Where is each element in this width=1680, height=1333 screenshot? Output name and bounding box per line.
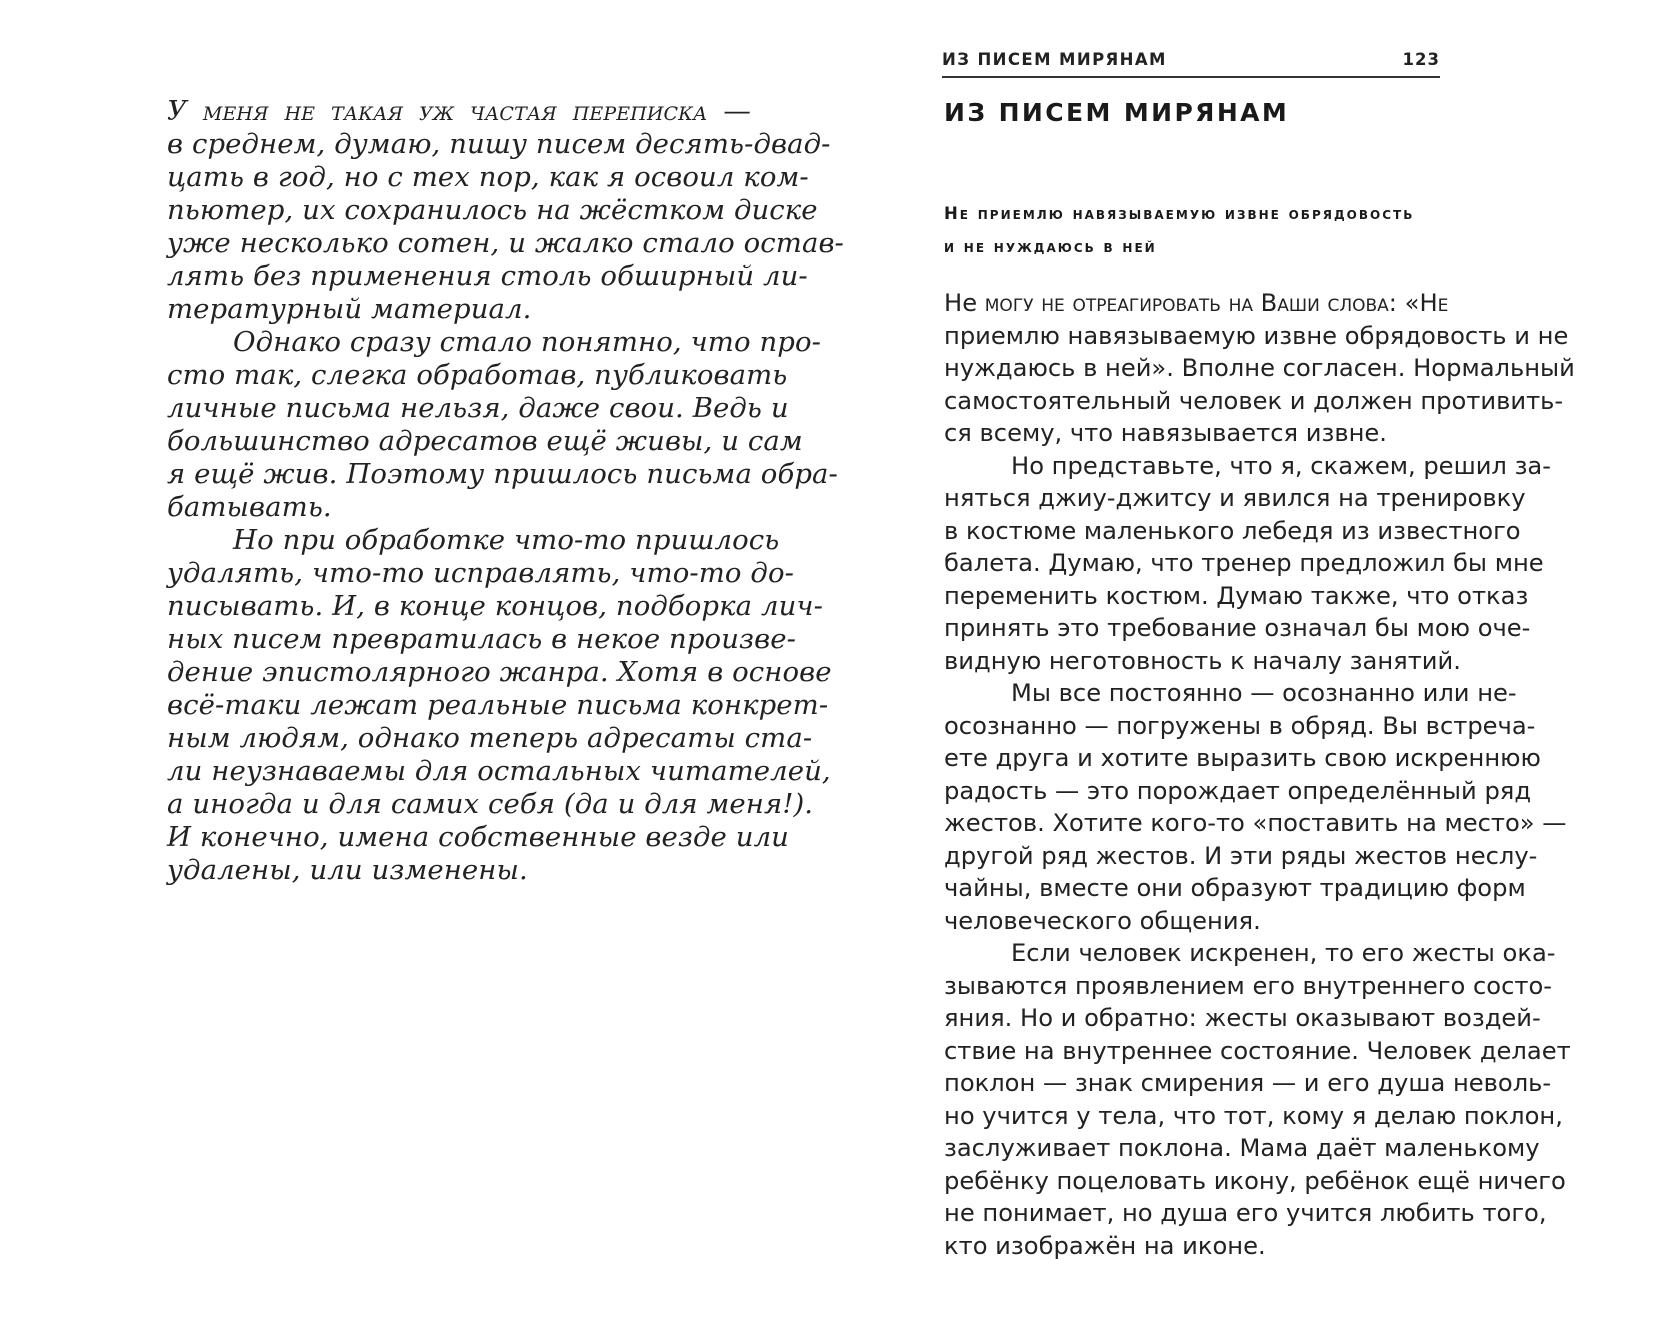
text-line: личные письма нельзя, даже свои. Ведь и xyxy=(167,392,789,424)
text-line xyxy=(944,287,1449,320)
text-line: яния. Но и обратно: жесты оказывают воздей- xyxy=(944,1004,1541,1032)
line-text: меня не такая уж частая переписка — xyxy=(202,95,751,127)
text-line: радость — это порождает определённый ряд xyxy=(944,776,1532,805)
chapter-title: ИЗ ПИСЕМ МИРЯНАМ xyxy=(944,98,1290,127)
text-line xyxy=(167,95,751,128)
text-line: Мы все постоянно — осознанно или не- xyxy=(1011,679,1517,707)
text-line: приемлю навязываемую извне обрядовость и не xyxy=(944,321,1569,350)
text-line: ли неузнаваемы для остальных читателей, xyxy=(167,755,831,787)
text-line: ствие на внутреннее состояние. Человек делает xyxy=(944,1036,1571,1065)
text-line: пьютер, их сохранилось на жёстком диске xyxy=(167,194,818,226)
text-line: Но представьте, что я, скажем, решил за- xyxy=(1011,451,1551,480)
text-line: всё-таки лежат реальные письма конкрет- xyxy=(167,689,829,721)
text-line: я ещё жив. Поэтому пришлось письма обра- xyxy=(167,458,838,490)
text-line: уже несколько сотен, и жалко стало остав- xyxy=(167,227,844,259)
left-page-body xyxy=(167,95,844,887)
text-line: видную неготовность к началу занятий. xyxy=(944,646,1461,675)
text-line: Однако сразу стало понятно, что про- xyxy=(233,326,822,358)
text-line: самостоятельный человек и должен противить- xyxy=(944,386,1564,415)
running-title: ИЗ ПИСЕМ МИРЯНАМ xyxy=(942,50,1167,69)
text-line: большинство адресатов ещё живы, и сам xyxy=(167,425,803,457)
text-line: ся всему, что навязывается извне. xyxy=(944,419,1387,447)
text-line: няться джиу-джитсу и явился на тренировку xyxy=(944,484,1526,512)
text-line: батывать. xyxy=(167,491,332,523)
right-page xyxy=(840,0,1680,1333)
text-line: зываются проявлением его внутреннего состо- xyxy=(944,971,1552,1000)
text-line: человеческого общения. xyxy=(944,906,1261,935)
text-line: цать в год, но с тех пор, как я освоил ком- xyxy=(167,161,809,193)
text-line: сто так, слегка обработав, публиковать xyxy=(167,359,788,391)
drop-word: Не xyxy=(944,289,985,317)
text-line: в костюме маленького лебедя из известного xyxy=(944,516,1521,545)
text-line: жестов. Хотите кого-то «поставить на место» — xyxy=(944,809,1567,837)
section-title-line: и не нуждаюсь в ней xyxy=(944,237,1157,256)
text-line: тературный материал. xyxy=(167,293,532,325)
text-line: поклон — знак смирения — и его душа неволь- xyxy=(944,1069,1552,1097)
text-line: Но при обработке что-то пришлось xyxy=(233,524,780,556)
right-page-body xyxy=(944,287,1575,1262)
text-line: балета. Думаю, что тренер предложил бы мне xyxy=(944,549,1544,577)
text-line: в среднем, думаю, пишу писем десять-двад- xyxy=(167,128,831,160)
text-line: писывать. И, в конце концов, подборка лич- xyxy=(167,590,824,622)
text-line: лять без применения столь обширный ли- xyxy=(167,260,808,292)
text-line: осознанно — погружены в обряд. Вы встреча- xyxy=(944,711,1536,740)
text-line: заслуживает поклона. Мама даёт маленькому xyxy=(944,1134,1540,1162)
text-line: дение эпистолярного жанра. Хотя в основе xyxy=(167,656,832,688)
section-title xyxy=(944,197,1444,263)
text-line: нуждаюсь в ней». Вполне согласен. Нормальный xyxy=(944,354,1575,382)
text-line: удалены, или изменены. xyxy=(167,854,528,886)
text-line: не понимает, но душа его учится любить того, xyxy=(944,1199,1547,1227)
text-line: чайны, вместе они образуют традицию форм xyxy=(944,874,1526,902)
line-text: могу не отреагировать на Ваши слова: «Не xyxy=(984,289,1449,317)
text-line: ных писем превратилась в некое произве- xyxy=(167,623,796,655)
drop-word: У xyxy=(167,95,203,127)
text-line: ным людям, однако теперь адресаты ста- xyxy=(167,722,813,754)
text-line: а иногда и для самих себя (да и для меня!). xyxy=(167,788,814,820)
text-line: переменить костюм. Думаю также, что отказ xyxy=(944,581,1529,610)
section-title-line: Не приемлю навязываемую извне обрядовость xyxy=(944,204,1415,223)
page-number: 123 xyxy=(1402,50,1440,69)
text-line: принять это требование означал бы мою оче- xyxy=(944,614,1531,642)
text-line: другой ряд жестов. И эти ряды жестов неслу- xyxy=(944,841,1538,870)
text-line: но учится у тела, что тот, кому я делаю поклон, xyxy=(944,1101,1563,1130)
text-line: И конечно, имена собственные везде или xyxy=(167,821,789,853)
running-header xyxy=(942,48,1440,78)
text-line: удалять, что-то исправлять, что-то до- xyxy=(167,557,794,589)
text-line: ребёнку поцеловать икону, ребёнок ещё ничего xyxy=(944,1166,1566,1195)
text-line: ете друга и хотите выразить свою искреннюю xyxy=(944,744,1541,772)
text-line: Если человек искренен, то его жесты ока- xyxy=(1011,939,1556,967)
text-line: кто изображён на иконе. xyxy=(944,1231,1266,1260)
